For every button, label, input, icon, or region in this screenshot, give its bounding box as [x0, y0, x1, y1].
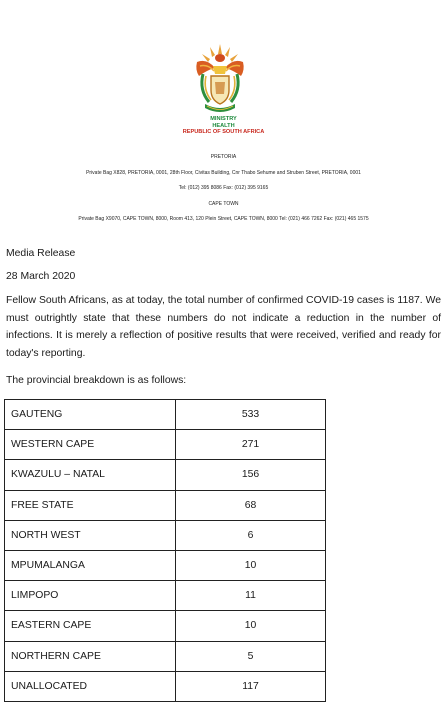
pretoria-heading: PRETORIA [210, 154, 237, 160]
province-name: WESTERN CAPE [5, 430, 176, 460]
table-row [5, 490, 326, 520]
province-name: GAUTENG [5, 400, 176, 430]
provincial-breakdown-table [4, 399, 326, 702]
breakdown-intro: The provincial breakdown is as follows: [6, 375, 187, 386]
cape-town-heading: CAPE TOWN [208, 201, 239, 207]
province-name: KWAZULU – NATAL [5, 460, 176, 490]
table-row [5, 611, 326, 641]
release-type: Media Release [6, 248, 76, 259]
table-row [5, 641, 326, 671]
ministry-label: MINISTRY [210, 116, 237, 122]
coat-of-arms-icon [191, 40, 249, 116]
province-cases: 6 [176, 520, 326, 550]
ministry-title-block [0, 116, 447, 136]
province-name: MPUMALANGA [5, 550, 176, 580]
cape-town-address: Private Bag X9070, CAPE TOWN, 8000, Room 413, 120 Plein Street, CAPE TOWN, 8000 Tel: (021) 466 7262 Fax: (021) 465 1575 [78, 216, 369, 222]
release-date: 28 March 2020 [6, 271, 76, 282]
province-cases: 11 [176, 581, 326, 611]
province-name: FREE STATE [5, 490, 176, 520]
release-body: Fellow South Africans, as at today, the total number of confirmed COVID-19 cases is 1187. We must outrightly state that these numbers do not indicate a reduction in the number of infections. It is merely a reflection of positive results that were received, verified and ready for today's reporting. [6, 295, 441, 359]
province-cases: 117 [176, 671, 326, 701]
table-row [5, 460, 326, 490]
province-name: LIMPOPO [5, 581, 176, 611]
province-name: UNALLOCATED [5, 671, 176, 701]
pretoria-phone: Tel: (012) 395 8086 Fax: (012) 395 9165 [178, 185, 269, 191]
table-row [5, 671, 326, 701]
province-cases: 271 [176, 430, 326, 460]
province-name: NORTHERN CAPE [5, 641, 176, 671]
province-cases: 68 [176, 490, 326, 520]
pretoria-address: Private Bag X828, PRETORIA, 0001, 28th Floor, Civitas Building, Cnr Thabo Sehume and Struben Street, PRETORIA, 0001 [86, 170, 361, 176]
table-row [5, 550, 326, 580]
province-cases: 10 [176, 550, 326, 580]
table-row [5, 520, 326, 550]
province-cases: 5 [176, 641, 326, 671]
province-name: EASTERN CAPE [5, 611, 176, 641]
table-row [5, 430, 326, 460]
province-cases: 156 [176, 460, 326, 490]
province-cases: 533 [176, 400, 326, 430]
department-label: HEALTH [212, 122, 235, 129]
republic-label: REPUBLIC OF SOUTH AFRICA [182, 129, 265, 136]
province-cases: 10 [176, 611, 326, 641]
table-row [5, 581, 326, 611]
table-row [5, 400, 326, 430]
province-name: NORTH WEST [5, 520, 176, 550]
